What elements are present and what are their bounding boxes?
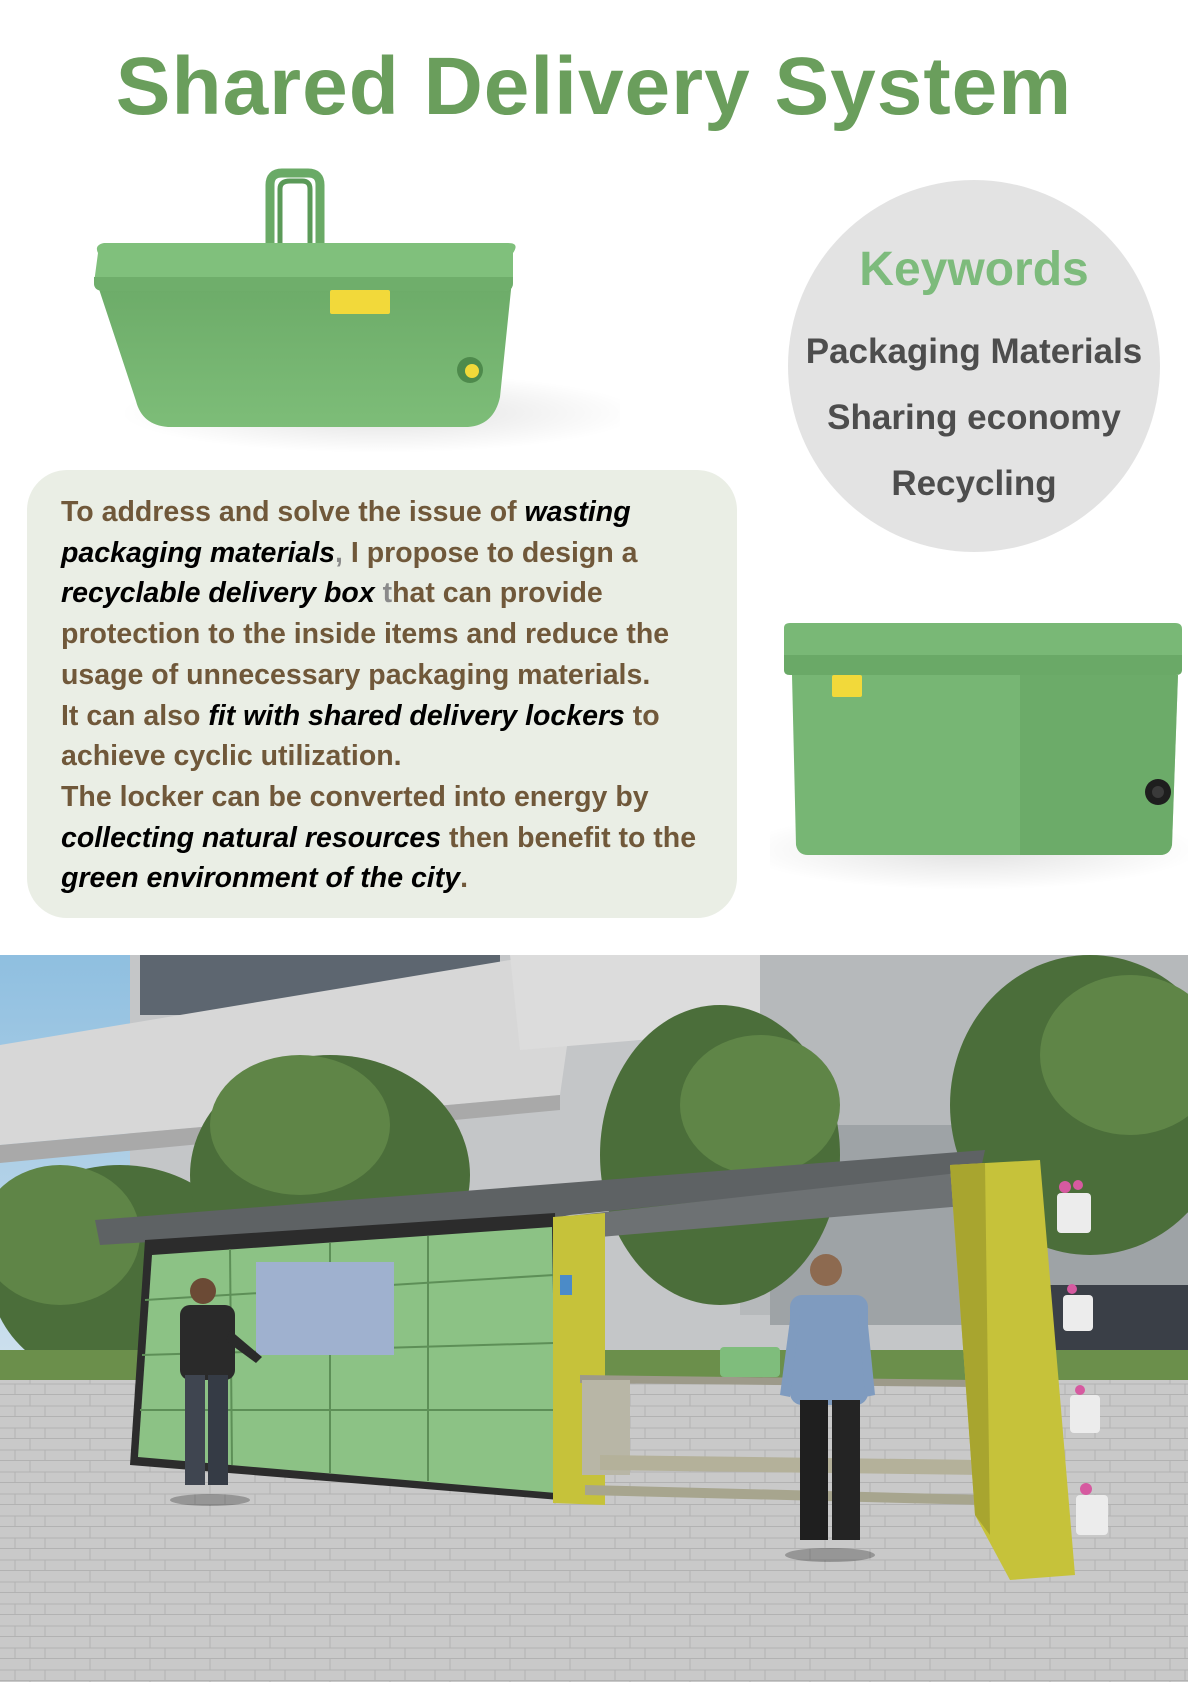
emphasis-text: wasting packaging materials [61,496,631,569]
delivery-box-with-handle-image [80,165,620,455]
delivery-box-image [770,615,1188,890]
text-span: hat can provide protection to the inside items and reduce the usage of unnecessary packaging materials. [61,577,670,691]
emphasis-text: green environment of the city [61,862,461,895]
keywords-heading: Keywords [859,243,1089,296]
text-span: To address and solve the issue of [61,496,525,528]
keywords-list [788,319,1160,517]
emphasis-text: fit with shared delivery lockers [208,699,625,732]
keyword-item: Recycling [891,464,1057,503]
text-span: t [374,577,393,610]
keyword-item: Packaging Materials [805,332,1143,371]
keywords-circle [788,180,1160,552]
emphasis-text: recyclable delivery box [61,577,375,610]
text-span: to achieve cyclic utilization. [61,699,660,773]
page-title: Shared Delivery System [115,41,1073,132]
emphasis-text: collecting natural resources [61,821,442,854]
description-text [61,777,707,899]
text-span: then benefit to the [441,821,697,854]
text-span: I propose to design a [350,536,638,569]
description-card [27,470,737,918]
text-span: The locker can be converted into energy by [61,780,649,813]
shared-delivery-locker-scene-image [0,955,1188,1682]
description-text [61,696,707,777]
keyword-item: Sharing economy [827,398,1121,437]
description-text [61,492,707,696]
text-span: . [460,862,468,895]
text-span: It can also [61,699,209,732]
text-span: , [335,536,351,569]
